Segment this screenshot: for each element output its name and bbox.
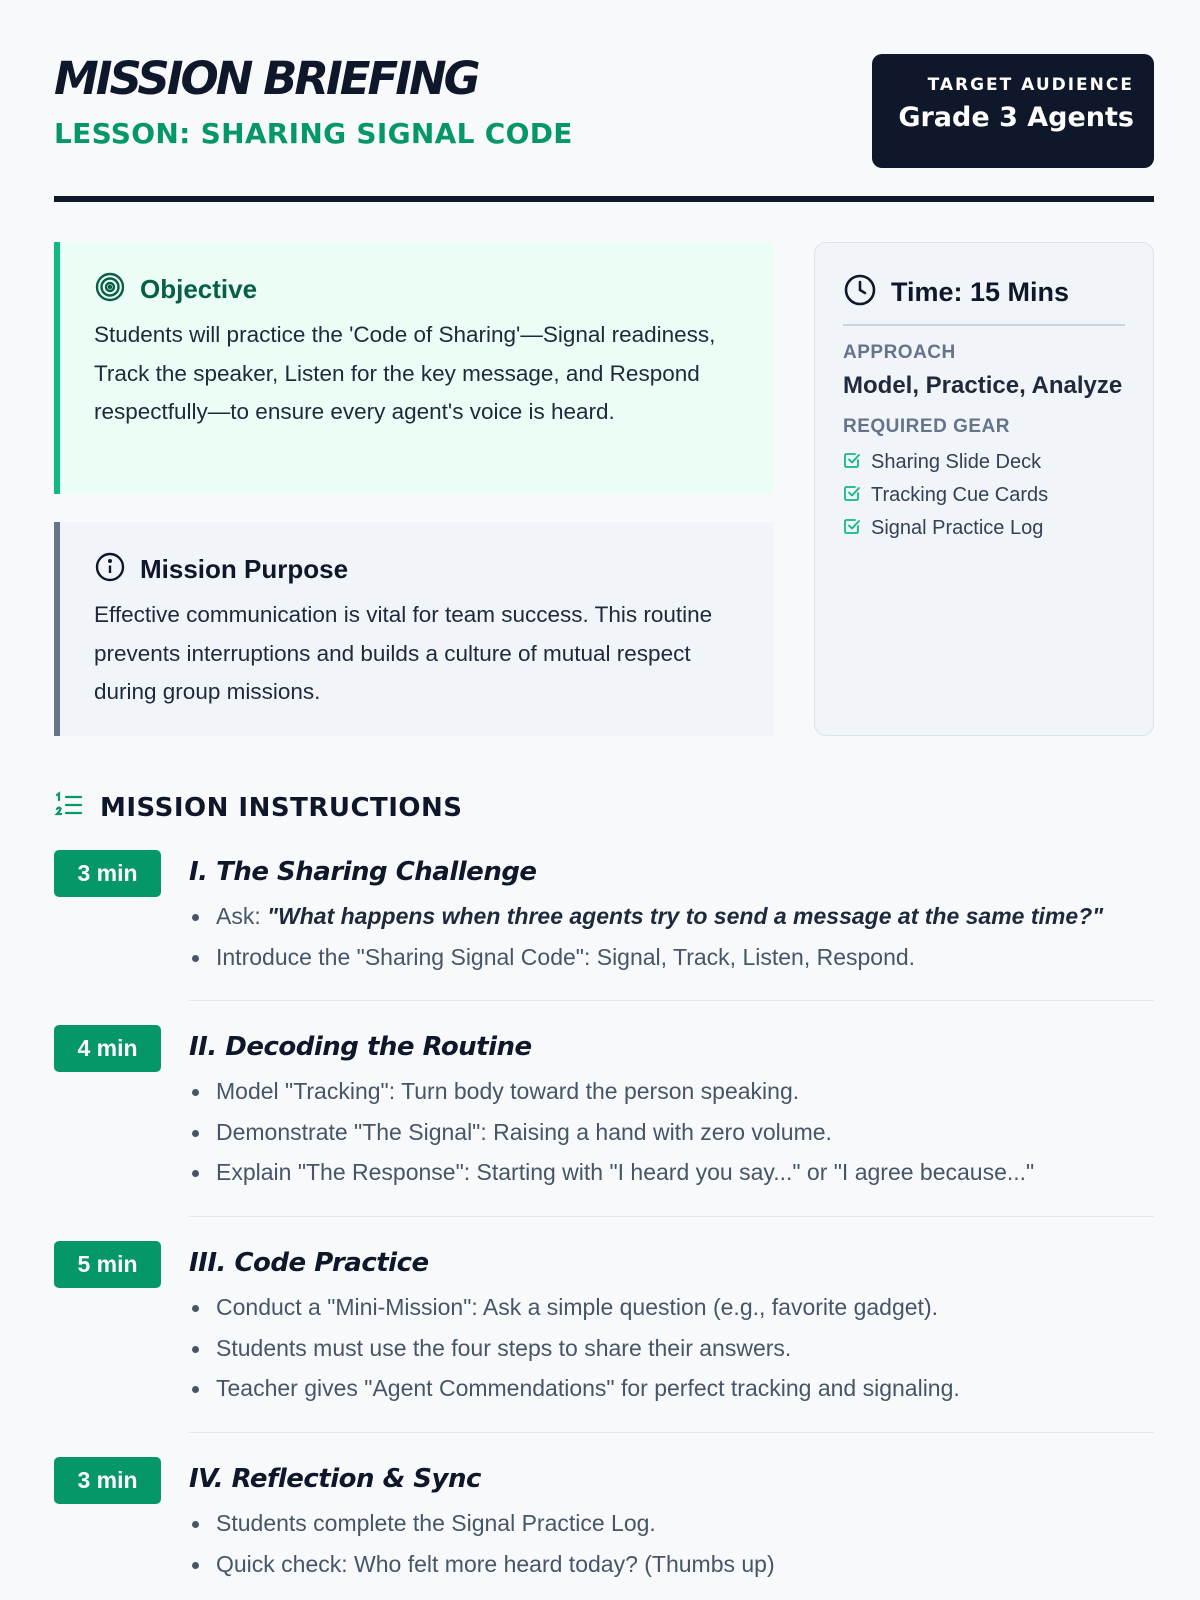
step-list	[189, 896, 1154, 977]
step-title: I. The Sharing Challenge	[189, 857, 537, 887]
objective-card	[54, 242, 774, 494]
info-icon	[94, 551, 126, 588]
target-icon	[94, 271, 126, 308]
page-title: MISSION BRIEFING	[54, 52, 478, 105]
gear-label: REQUIRED GEAR	[843, 416, 1010, 437]
step-title: II. Decoding the Routine	[189, 1032, 532, 1062]
clock-icon	[843, 273, 877, 312]
objective-title: Objective	[140, 273, 258, 304]
gear-item-label: Sharing Slide Deck	[871, 451, 1042, 473]
objective-text: Students will practice the 'Code of Sharing'—Signal readiness, Track the speaker, Listen for the key message, and Respond respectfully—to ensure every agent's voice is heard.	[94, 322, 716, 424]
gear-item	[843, 512, 1125, 545]
step-title: III. Code Practice	[189, 1248, 429, 1278]
step-list	[189, 1503, 1154, 1584]
check-square-icon	[843, 517, 861, 541]
gear-item	[843, 479, 1125, 512]
lesson-subtitle: LESSON: SHARING SIGNAL CODE	[54, 117, 573, 150]
header-divider	[54, 196, 1154, 202]
numbered-list-icon	[54, 790, 84, 825]
lesson-page	[54, 0, 1154, 1577]
step-divider	[189, 1216, 1154, 1217]
list-item: Demonstrate "The Signal": Raising a hand with zero volume.	[189, 1112, 1154, 1153]
gear-item-label: Tracking Cue Cards	[871, 484, 1049, 506]
list-item: Conduct a "Mini-Mission": Ask a simple question (e.g., favorite gadget).	[189, 1287, 1154, 1328]
list-item: Introduce the "Sharing Signal Code": Signal, Track, Listen, Respond.	[189, 937, 1154, 978]
gear-list	[843, 446, 1125, 545]
check-square-icon	[843, 451, 861, 475]
list-item-text: Ask:	[216, 903, 268, 929]
purpose-title: Mission Purpose	[140, 553, 349, 584]
list-item: Explain "The Response": Starting with "I heard you say..." or "I agree because..."	[189, 1152, 1154, 1193]
approach-value: Model, Practice, Analyze	[843, 372, 1123, 399]
approach-label: APPROACH	[843, 342, 956, 363]
instructions-title: MISSION INSTRUCTIONS	[100, 792, 463, 823]
gear-item-label: Signal Practice Log	[871, 517, 1044, 539]
check-square-icon	[843, 484, 861, 508]
list-item: Quick check: Who felt more heard today? (Thumbs up)	[189, 1544, 1154, 1585]
list-item: Students must use the four steps to share their answers.	[189, 1328, 1154, 1369]
duration-badge: 3 min	[54, 850, 161, 897]
step-list	[189, 1071, 1154, 1193]
list-item	[189, 896, 1154, 937]
step-divider	[189, 1432, 1154, 1433]
duration-badge: 4 min	[54, 1025, 161, 1072]
duration-badge: 5 min	[54, 1241, 161, 1288]
lesson-details-panel	[814, 242, 1154, 736]
header	[54, 0, 1154, 200]
list-item: Model "Tracking": Turn body toward the person speaking.	[189, 1071, 1154, 1112]
gear-item	[843, 446, 1125, 479]
ask-quote: "What happens when three agents try to send a message at the same time?"	[267, 903, 1104, 929]
instructions-heading	[54, 790, 463, 825]
duration-badge: 3 min	[54, 1457, 161, 1504]
purpose-text: Effective communication is vital for team success. This routine prevents interruptions and builds a culture of mutual respect during group missions.	[94, 602, 713, 704]
list-item: Teacher gives "Agent Commendations" for perfect tracking and signaling.	[189, 1368, 1154, 1409]
audience-badge	[872, 54, 1154, 168]
step-divider	[189, 1000, 1154, 1001]
audience-value: Grade 3 Agents	[898, 102, 1134, 133]
audience-label: TARGET AUDIENCE	[927, 75, 1134, 95]
lesson-duration: Time: 15 Mins	[891, 277, 1070, 307]
list-item: Students complete the Signal Practice Log.	[189, 1503, 1154, 1544]
step-list	[189, 1287, 1154, 1409]
purpose-card	[54, 522, 774, 736]
step-title: IV. Reflection & Sync	[189, 1464, 481, 1494]
